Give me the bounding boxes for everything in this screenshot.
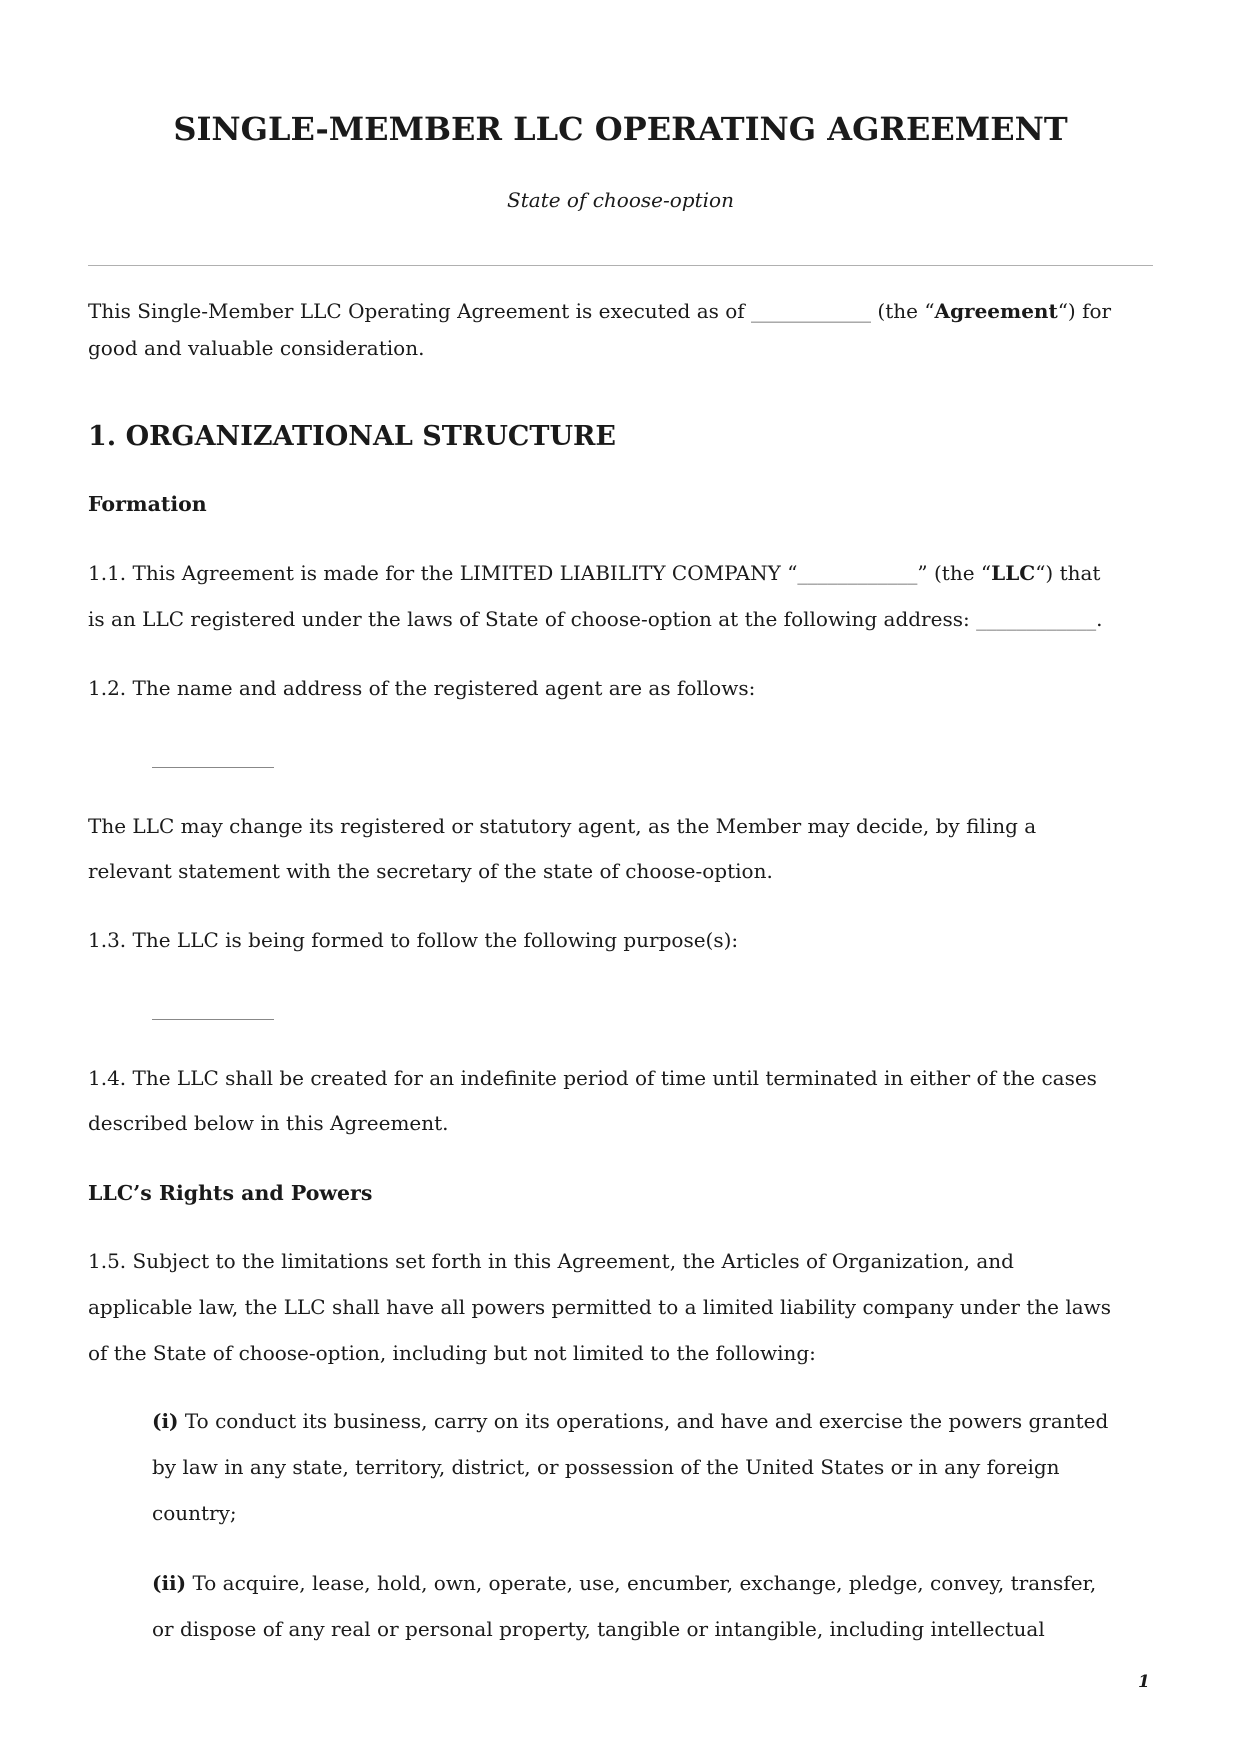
intro-text: This Single-Member LLC Operating Agreement is executed as of: [88, 299, 752, 323]
subsection-heading-rights: LLC’s Rights and Powers: [88, 1181, 373, 1205]
agent-change-line-2: relevant statement with the secretary of the state of choose-option.: [88, 859, 773, 883]
registered-agent-blank[interactable]: [152, 767, 274, 768]
item-ii-line-2: or dispose of any real or personal property, tangible or intangible, including intellectual: [152, 1617, 1045, 1641]
item-i-label: (i): [152, 1409, 179, 1433]
page-number: 1: [1138, 1672, 1150, 1692]
clause-1-3: 1.3. The LLC is being formed to follow the following purpose(s):: [88, 928, 739, 952]
subsection-heading-formation: Formation: [88, 492, 207, 516]
item-text: To conduct its business, carry on its operations, and have and exercise the powers granted: [178, 1409, 1109, 1433]
intro-line-1: [88, 301, 1111, 321]
clause-1-5-line-2: applicable law, the LLC shall have all powers permitted to a limited liability company under the laws: [88, 1295, 1112, 1319]
item-i-line-1: [152, 1411, 1108, 1431]
document-subtitle: State of choose-option: [507, 188, 734, 212]
agent-change-line-1: The LLC may change its registered or statutory agent, as the Member may decide, by filing a: [88, 814, 1037, 838]
intro-text: (the “: [871, 299, 935, 323]
agreement-defined-term: Agreement: [934, 299, 1058, 323]
purpose-blank[interactable]: [152, 1019, 274, 1020]
clause-text: is an LLC registered under the laws of State of choose-option at the following address:: [88, 607, 977, 631]
clause-text: 1.1. This Agreement is made for the LIMITED LIABILITY COMPANY “: [88, 561, 798, 585]
clause-1-1-line-2: [88, 609, 1102, 629]
clause-1-1-line-1: [88, 563, 1100, 583]
item-ii-label: (ii): [152, 1571, 187, 1595]
intro-text: “) for: [1057, 299, 1112, 323]
clause-text: “) that: [1035, 561, 1101, 585]
llc-name-blank[interactable]: ____________: [797, 561, 918, 585]
clause-text: .: [1096, 607, 1103, 631]
date-blank[interactable]: ____________: [751, 299, 872, 323]
item-i-line-3: country;: [152, 1501, 237, 1525]
header-divider: [88, 265, 1153, 266]
clause-1-5-line-1: 1.5. Subject to the limitations set forth in this Agreement, the Articles of Organization, and: [88, 1249, 1014, 1273]
clause-1-4-line-2: described below in this Agreement.: [88, 1111, 449, 1135]
section-heading: 1. ORGANIZATIONAL STRUCTURE: [88, 421, 617, 452]
clause-1-2: 1.2. The name and address of the registered agent are as follows:: [88, 676, 756, 700]
llc-defined-term: LLC: [991, 561, 1036, 585]
item-i-line-2: by law in any state, territory, district, or possession of the United States or in any foreign: [152, 1455, 1060, 1479]
clause-1-4-line-1: 1.4. The LLC shall be created for an indefinite period of time until terminated in either of the cases: [88, 1066, 1097, 1090]
intro-line-2: good and valuable consideration.: [88, 336, 425, 360]
clause-text: ” (the “: [917, 561, 992, 585]
clause-1-5-line-3: of the State of choose-option, including but not limited to the following:: [88, 1341, 816, 1365]
address-blank[interactable]: ____________: [976, 607, 1097, 631]
item-ii-line-1: [152, 1573, 1096, 1593]
document-title: SINGLE-MEMBER LLC OPERATING AGREEMENT: [173, 110, 1068, 148]
item-text: To acquire, lease, hold, own, operate, use, encumber, exchange, pledge, convey, transfer,: [186, 1571, 1097, 1595]
